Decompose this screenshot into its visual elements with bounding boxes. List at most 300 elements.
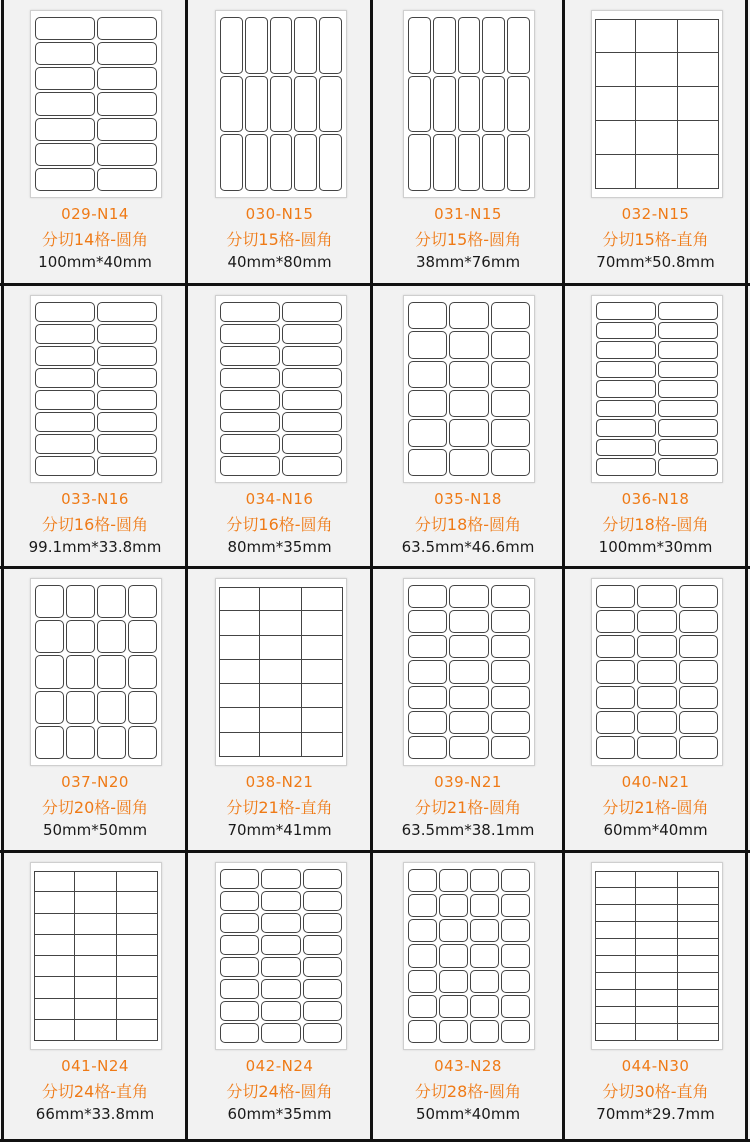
label-cell (128, 585, 157, 618)
label-cell (282, 390, 342, 410)
label-cell (635, 955, 677, 973)
label-cell (66, 726, 95, 759)
template-card[interactable] (372, 285, 564, 568)
label-cell (408, 660, 447, 683)
label-cell (97, 434, 157, 454)
template-name: 分切18格-圆角 (602, 515, 709, 534)
label-cell (439, 894, 468, 917)
template-card[interactable] (187, 285, 372, 568)
label-cell (128, 691, 157, 724)
label-cell (97, 346, 157, 366)
label-cell (635, 989, 677, 1007)
label-cell (677, 120, 719, 155)
label-cell (97, 67, 157, 90)
label-cell (491, 585, 530, 608)
label-cell (449, 449, 488, 476)
label-cell (220, 17, 243, 74)
label-cell (470, 919, 499, 942)
label-sheet-preview (591, 10, 723, 198)
label-cell (595, 938, 636, 956)
label-cell (261, 957, 300, 977)
label-cell (408, 894, 437, 917)
label-cell (74, 913, 116, 935)
label-cell (74, 976, 116, 998)
template-name: 分切24格-圆角 (226, 1082, 333, 1101)
template-card[interactable] (372, 852, 564, 1141)
template-size: 40mm*80mm (227, 253, 332, 271)
label-cell (449, 711, 488, 734)
label-cell (491, 390, 530, 417)
label-cell (596, 711, 635, 734)
label-cell (677, 938, 719, 956)
label-cell (507, 134, 530, 191)
template-size: 60mm*40mm (603, 821, 708, 839)
template-size: 38mm*76mm (415, 253, 521, 271)
label-cell (439, 1020, 468, 1043)
label-cell (35, 92, 95, 115)
label-cell (677, 1023, 719, 1041)
label-cell (595, 120, 636, 155)
label-cell (677, 887, 719, 905)
label-cell (482, 134, 505, 191)
label-cell (679, 635, 718, 658)
label-cell (116, 1019, 158, 1041)
label-cell (219, 610, 260, 635)
label-cell (35, 726, 64, 759)
label-cell (491, 736, 530, 759)
template-card[interactable] (187, 568, 372, 852)
label-cell (408, 919, 437, 942)
label-cell (501, 894, 530, 917)
label-cell (35, 585, 64, 618)
template-code: 030-N15 (245, 205, 314, 223)
template-code: 042-N24 (245, 1057, 314, 1075)
label-cell (595, 1023, 636, 1041)
label-cell (259, 732, 301, 757)
label-cell (220, 368, 280, 388)
label-sheet-preview (215, 295, 347, 483)
label-cell (270, 17, 293, 74)
label-cell (116, 891, 158, 913)
label-cell (635, 1006, 677, 1024)
label-cell (97, 368, 157, 388)
label-cell (449, 635, 488, 658)
label-cell (596, 736, 635, 759)
label-cell (97, 390, 157, 410)
label-sheet-preview (591, 295, 723, 483)
label-cell (458, 76, 481, 133)
label-sheet-preview (403, 862, 535, 1050)
label-cell (303, 913, 342, 933)
label-cell (35, 143, 95, 166)
label-cell (679, 660, 718, 683)
label-cell (303, 869, 342, 889)
label-cell (408, 134, 431, 191)
template-size: 63.5mm*38.1mm (401, 821, 535, 839)
template-code: 036-N18 (621, 490, 690, 508)
label-cell (637, 711, 676, 734)
label-cell (595, 86, 636, 121)
label-cell (596, 322, 656, 340)
label-cell (97, 42, 157, 65)
label-cell (596, 585, 635, 608)
label-cell (282, 302, 342, 322)
template-name: 分切15格-直角 (602, 230, 709, 249)
label-cell (270, 134, 293, 191)
template-name: 分切21格-直角 (226, 798, 333, 817)
label-cell (433, 76, 456, 133)
label-cell (301, 683, 343, 708)
label-cell (439, 919, 468, 942)
template-size: 63.5mm*46.6mm (401, 538, 535, 556)
label-cell (220, 913, 259, 933)
label-cell (658, 380, 718, 398)
label-cell (439, 869, 468, 892)
label-cell (408, 302, 447, 329)
label-cell (74, 934, 116, 956)
label-cell (408, 331, 447, 358)
label-cell (220, 324, 280, 344)
label-cell (301, 659, 343, 684)
label-sheet-preview (215, 10, 347, 198)
template-name: 分切30格-直角 (602, 1082, 709, 1101)
label-cell (635, 938, 677, 956)
label-cell (270, 76, 293, 133)
template-name: 分切15格-圆角 (414, 230, 522, 249)
label-cell (449, 331, 488, 358)
label-cell (219, 587, 260, 611)
label-cell (449, 585, 488, 608)
label-cell (470, 894, 499, 917)
template-card[interactable] (372, 0, 564, 285)
label-cell (679, 736, 718, 759)
label-cell (294, 76, 317, 133)
label-cell (637, 736, 676, 759)
template-card[interactable] (564, 568, 747, 852)
label-cell (97, 456, 157, 476)
template-code: 034-N16 (245, 490, 314, 508)
label-cell (677, 86, 719, 121)
label-cell (501, 970, 530, 993)
label-cell (35, 346, 95, 366)
label-cell (303, 935, 342, 955)
label-cell (245, 17, 268, 74)
label-cell (74, 955, 116, 977)
template-card[interactable] (564, 852, 747, 1141)
label-cell (220, 456, 280, 476)
label-cell (408, 449, 447, 476)
template-code: 032-N15 (621, 205, 690, 223)
label-cell (449, 361, 488, 388)
label-cell (470, 869, 499, 892)
label-cell (35, 412, 95, 432)
label-cell (35, 168, 95, 191)
label-cell (35, 691, 64, 724)
label-cell (595, 904, 636, 922)
label-cell (219, 683, 260, 708)
label-cell (501, 869, 530, 892)
label-cell (637, 635, 676, 658)
label-cell (408, 686, 447, 709)
label-cell (637, 686, 676, 709)
label-cell (596, 400, 656, 418)
label-cell (491, 660, 530, 683)
label-cell (294, 17, 317, 74)
label-cell (220, 134, 243, 191)
label-cell (245, 76, 268, 133)
label-cell (491, 419, 530, 446)
template-code: 043-N28 (434, 1057, 502, 1075)
label-cell (220, 869, 259, 889)
label-cell (301, 732, 343, 757)
label-cell (658, 419, 718, 437)
label-cell (97, 412, 157, 432)
label-cell (637, 660, 676, 683)
label-cell (303, 891, 342, 911)
template-card[interactable] (3, 285, 187, 568)
label-cell (35, 42, 95, 65)
label-cell (491, 711, 530, 734)
label-cell (319, 17, 342, 74)
label-cell (97, 168, 157, 191)
label-cell (449, 660, 488, 683)
label-cell (219, 635, 260, 660)
template-code: 029-N14 (61, 205, 129, 223)
label-cell (219, 659, 260, 684)
label-cell (259, 635, 301, 660)
template-name: 分切21格-圆角 (602, 798, 709, 817)
label-cell (245, 134, 268, 191)
label-cell (501, 1020, 530, 1043)
label-cell (408, 635, 447, 658)
label-cell (97, 92, 157, 115)
label-cell (439, 995, 468, 1018)
label-cell (303, 1001, 342, 1021)
label-cell (220, 979, 259, 999)
label-cell (261, 869, 300, 889)
label-cell (658, 458, 718, 476)
label-cell (408, 17, 431, 74)
label-cell (635, 904, 677, 922)
label-cell (470, 970, 499, 993)
label-cell (470, 944, 499, 967)
label-cell (34, 1019, 75, 1041)
label-cell (128, 620, 157, 653)
template-name: 分切18格-圆角 (414, 515, 522, 534)
template-size: 66mm*33.8mm (35, 1105, 155, 1123)
label-cell (301, 587, 343, 611)
template-card[interactable] (3, 852, 187, 1141)
label-cell (34, 891, 75, 913)
label-cell (677, 904, 719, 922)
label-cell (301, 610, 343, 635)
label-cell (595, 955, 636, 973)
label-cell (482, 76, 505, 133)
label-cell (449, 390, 488, 417)
label-cell (635, 871, 677, 888)
label-cell (97, 691, 126, 724)
label-cell (408, 585, 447, 608)
label-cell (97, 655, 126, 688)
label-cell (658, 302, 718, 320)
label-cell (116, 998, 158, 1020)
label-cell (595, 154, 636, 189)
template-name: 分切24格-直角 (41, 1082, 149, 1101)
label-sheet-preview (403, 295, 535, 483)
label-cell (259, 683, 301, 708)
template-card[interactable] (3, 0, 187, 285)
label-cell (595, 921, 636, 939)
template-size: 100mm*40mm (38, 253, 152, 271)
label-cell (220, 412, 280, 432)
label-cell (219, 732, 260, 757)
label-cell (74, 891, 116, 913)
template-code: 031-N15 (434, 205, 502, 223)
label-cell (116, 976, 158, 998)
label-cell (220, 76, 243, 133)
label-sheet-preview (215, 862, 347, 1050)
label-cell (507, 17, 530, 74)
label-cell (482, 17, 505, 74)
label-cell (408, 610, 447, 633)
label-cell (491, 361, 530, 388)
template-card[interactable] (564, 0, 747, 285)
label-cell (74, 998, 116, 1020)
label-cell (491, 635, 530, 658)
label-cell (596, 361, 656, 379)
label-sheet-preview (30, 295, 162, 483)
label-cell (34, 913, 75, 935)
label-cell (408, 970, 437, 993)
label-cell (282, 368, 342, 388)
label-cell (261, 1023, 300, 1043)
label-cell (433, 17, 456, 74)
label-cell (658, 361, 718, 379)
label-cell (35, 655, 64, 688)
label-cell (449, 610, 488, 633)
label-cell (491, 302, 530, 329)
label-cell (259, 587, 301, 611)
label-cell (220, 957, 259, 977)
template-card[interactable] (564, 285, 747, 568)
label-cell (319, 76, 342, 133)
label-cell (35, 17, 95, 40)
label-cell (595, 887, 636, 905)
label-cell (220, 390, 280, 410)
label-cell (35, 67, 95, 90)
label-sheet-preview (30, 10, 162, 198)
label-cell (635, 52, 677, 87)
label-cell (596, 635, 635, 658)
template-name: 分切16格-圆角 (226, 515, 333, 534)
label-cell (97, 585, 126, 618)
label-cell (261, 891, 300, 911)
label-cell (282, 346, 342, 366)
label-cell (35, 368, 95, 388)
label-cell (679, 610, 718, 633)
template-size: 70mm*29.7mm (596, 1105, 715, 1123)
label-cell (220, 935, 259, 955)
label-cell (408, 419, 447, 446)
template-name: 分切14格-圆角 (41, 230, 149, 249)
template-name: 分切16格-圆角 (41, 515, 149, 534)
label-cell (220, 891, 259, 911)
label-cell (282, 324, 342, 344)
label-cell (34, 998, 75, 1020)
label-cell (491, 331, 530, 358)
label-cell (220, 1001, 259, 1021)
label-cell (97, 118, 157, 141)
label-cell (261, 913, 300, 933)
label-cell (319, 134, 342, 191)
label-cell (433, 134, 456, 191)
label-cell (303, 979, 342, 999)
label-cell (116, 871, 158, 892)
label-cell (439, 970, 468, 993)
label-cell (677, 921, 719, 939)
label-cell (259, 659, 301, 684)
label-cell (116, 913, 158, 935)
label-cell (635, 921, 677, 939)
label-cell (35, 324, 95, 344)
label-cell (220, 1023, 259, 1043)
template-size: 70mm*50.8mm (596, 253, 715, 271)
label-cell (677, 1006, 719, 1024)
label-cell (679, 686, 718, 709)
template-size: 50mm*40mm (415, 1105, 521, 1123)
label-cell (501, 919, 530, 942)
label-cell (408, 711, 447, 734)
label-cell (637, 610, 676, 633)
label-cell (66, 655, 95, 688)
label-cell (66, 620, 95, 653)
label-cell (596, 302, 656, 320)
label-cell (34, 976, 75, 998)
label-cell (658, 439, 718, 457)
template-name: 分切20格-圆角 (41, 798, 149, 817)
label-cell (35, 456, 95, 476)
label-cell (595, 989, 636, 1007)
template-card[interactable] (3, 568, 187, 852)
label-cell (408, 361, 447, 388)
label-cell (677, 19, 719, 53)
label-cell (66, 585, 95, 618)
label-cell (128, 655, 157, 688)
label-cell (677, 52, 719, 87)
template-size: 60mm*35mm (227, 1105, 332, 1123)
label-cell (97, 726, 126, 759)
template-code: 039-N21 (434, 773, 502, 791)
template-card[interactable] (372, 568, 564, 852)
label-cell (679, 585, 718, 608)
label-cell (596, 458, 656, 476)
template-code: 040-N21 (621, 773, 690, 791)
label-cell (97, 620, 126, 653)
label-cell (635, 887, 677, 905)
label-cell (677, 955, 719, 973)
label-cell (635, 1023, 677, 1041)
label-cell (303, 957, 342, 977)
template-size: 80mm*35mm (227, 538, 332, 556)
template-card[interactable] (187, 852, 372, 1141)
template-card[interactable] (187, 0, 372, 285)
label-cell (303, 1023, 342, 1043)
label-cell (596, 380, 656, 398)
label-cell (491, 610, 530, 633)
label-cell (595, 52, 636, 87)
template-name: 分切21格-圆角 (414, 798, 522, 817)
label-cell (66, 691, 95, 724)
